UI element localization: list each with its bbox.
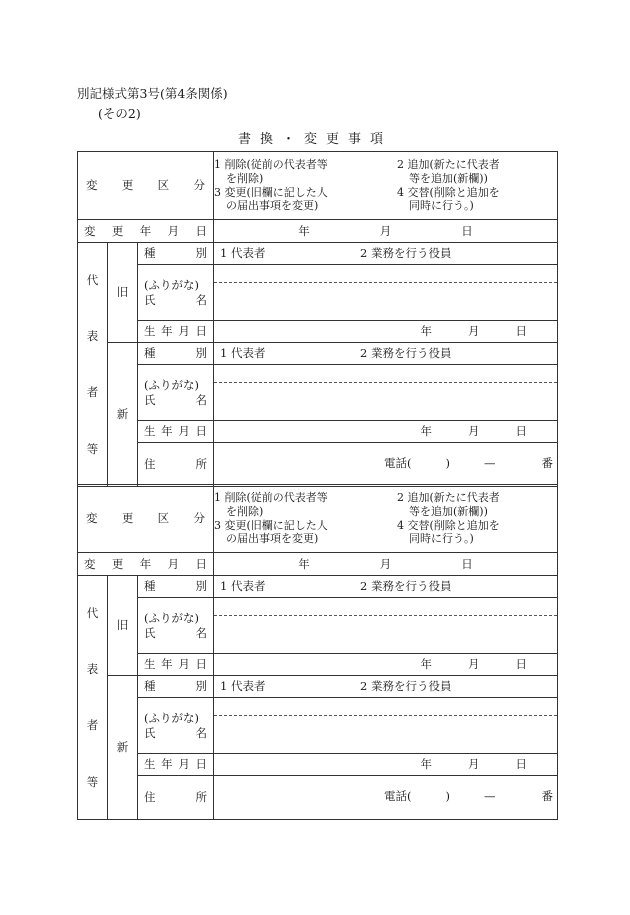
name-field-old[interactable]: [214, 598, 558, 654]
page-title: 書換・変更事項: [237, 132, 392, 147]
type-label: 種 別: [138, 676, 214, 698]
address-label: 住 所: [138, 443, 214, 487]
name-field-old[interactable]: [214, 265, 558, 321]
representative-label: 代 表 者 等: [78, 576, 108, 820]
name-field-new[interactable]: [214, 698, 558, 754]
change-date-field[interactable]: 年 月 日: [214, 553, 558, 576]
change-date-label: 変 更 年 月 日: [78, 553, 214, 576]
new-label: 新: [108, 676, 138, 820]
change-table-1: [77, 151, 558, 487]
type-field-new[interactable]: 1 代表者 2 業務を行う役員: [214, 343, 558, 365]
old-label: 旧: [108, 576, 138, 676]
birth-label: 生 年 月 日: [138, 321, 214, 343]
name-label: (ふりがな) 氏 名: [138, 598, 214, 654]
address-field[interactable]: 電話( ) — 番: [214, 443, 558, 487]
change-category-options[interactable]: 1 削除(従前の代表者等 2 追加(新たに代表者 を削除) 等を追加(新欄)) 3 変更(旧欄に記した人 4 交替(削除と追加を の届出事項を変更) 同時に行う。): [214, 152, 558, 220]
change-table-2: [77, 484, 558, 820]
phone-label: 電話(: [384, 789, 412, 804]
name-label: (ふりがな) 氏 名: [138, 365, 214, 421]
form-reference: 別記様式第3号(第4条関係): [77, 86, 228, 101]
change-date-field[interactable]: 年 月 日: [214, 220, 558, 243]
address-label: 住 所: [138, 776, 214, 820]
representative-label: 代 表 者 等: [78, 243, 108, 487]
birth-field-new[interactable]: 年 月 日: [214, 421, 558, 443]
name-label: (ふりがな) 氏 名: [138, 265, 214, 321]
form-part: (その2): [98, 106, 141, 121]
change-date-label: 変 更 年 月 日: [78, 220, 214, 243]
change-category-options[interactable]: 1 削除(従前の代表者等 2 追加(新たに代表者 を削除) 等を追加(新欄)) 3 変更(旧欄に記した人 4 交替(削除と追加を の届出事項を変更) 同時に行う。): [214, 485, 558, 553]
address-field[interactable]: 電話( ) — 番: [214, 776, 558, 820]
birth-field-old[interactable]: 年 月 日: [214, 321, 558, 343]
type-label: 種 別: [138, 243, 214, 265]
type-label: 種 別: [138, 343, 214, 365]
old-label: 旧: [108, 243, 138, 343]
birth-field-new[interactable]: 年 月 日: [214, 754, 558, 776]
change-category-label: 変 更 区 分: [78, 485, 214, 553]
name-field-new[interactable]: [214, 365, 558, 421]
type-field-new[interactable]: 1 代表者 2 業務を行う役員: [214, 676, 558, 698]
phone-label: 電話(: [384, 456, 412, 471]
birth-label: 生 年 月 日: [138, 654, 214, 676]
type-field-old[interactable]: 1 代表者 2 業務を行う役員: [214, 576, 558, 598]
name-label: (ふりがな) 氏 名: [138, 698, 214, 754]
birth-field-old[interactable]: 年 月 日: [214, 654, 558, 676]
birth-label: 生 年 月 日: [138, 421, 214, 443]
birth-label: 生 年 月 日: [138, 754, 214, 776]
type-field-old[interactable]: 1 代表者 2 業務を行う役員: [214, 243, 558, 265]
change-category-label: 変 更 区 分: [78, 152, 214, 220]
new-label: 新: [108, 343, 138, 487]
type-label: 種 別: [138, 576, 214, 598]
